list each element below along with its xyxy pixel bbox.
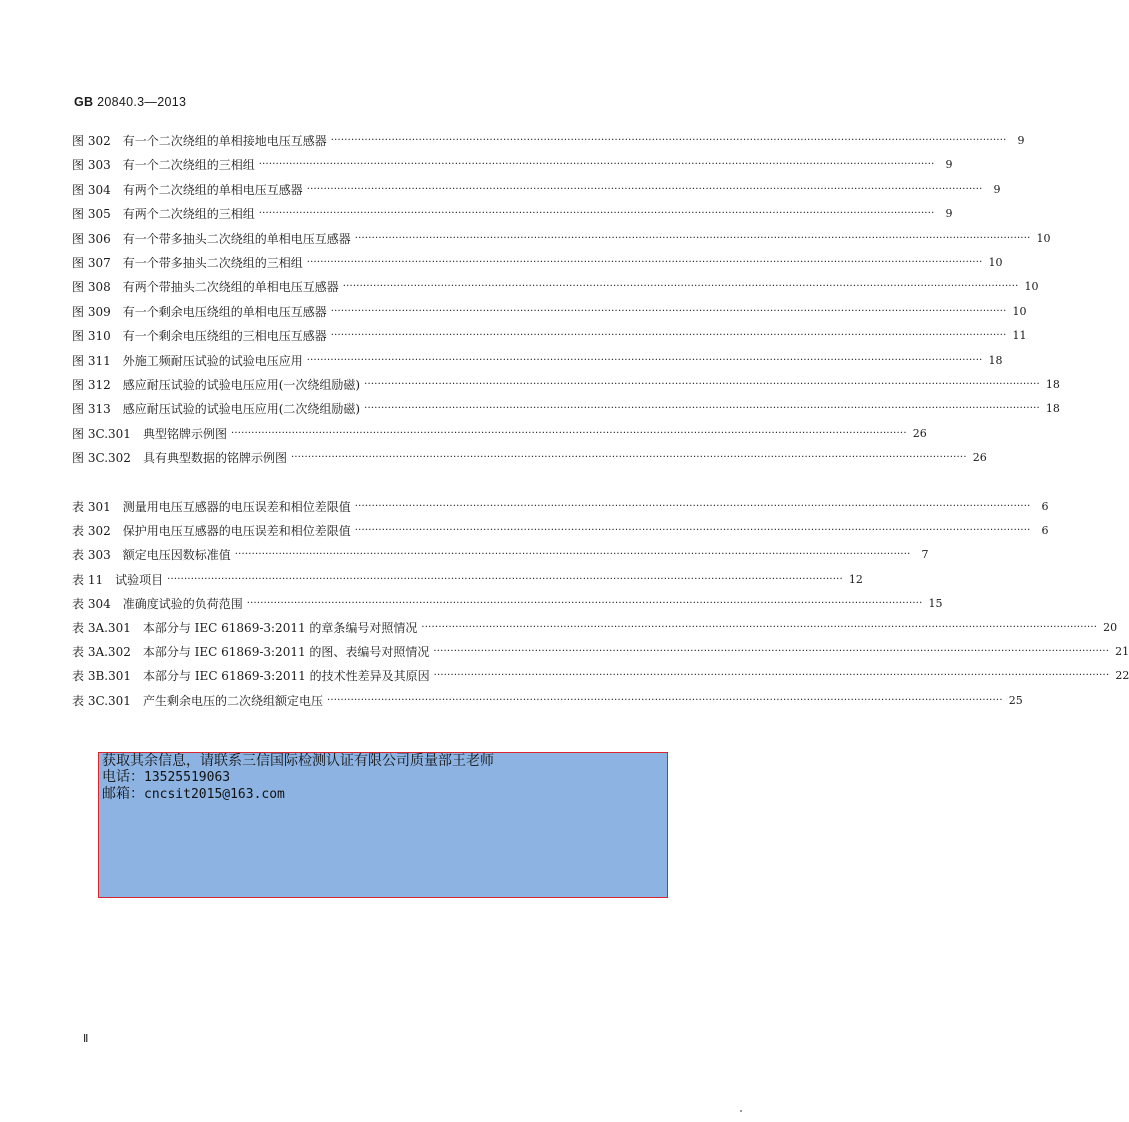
entry-prefix: 表 304 xyxy=(72,596,111,611)
entry-page: 6 xyxy=(1041,500,1049,513)
entry-title: 试验项目 xyxy=(115,572,164,587)
leader-dots: ········································································································································································································ xyxy=(342,281,1019,293)
leader-dots: ········································································································································································································ xyxy=(364,379,1040,390)
leader-dots: ········································································································································································································ xyxy=(306,257,983,268)
entry-label xyxy=(72,694,323,708)
notice-text: 获取其余信息，请联系三信国际检测认证有限公司质量部王老师 xyxy=(102,753,494,769)
entry-prefix: 图 304 xyxy=(72,182,111,197)
contact-notice-box xyxy=(98,752,668,898)
standard-code: GB xyxy=(74,95,94,109)
entry-title: 有一个剩余电压绕组的三相电压互感器 xyxy=(122,329,327,344)
leader-dots: ········································································································································································································ xyxy=(433,670,1110,682)
entry-label xyxy=(72,451,287,465)
entry-title: 产生剩余电压的二次绕组额定电压 xyxy=(142,693,323,708)
figure-entry xyxy=(72,374,1060,392)
email-label: 邮箱： xyxy=(102,786,144,802)
phone-number: 13525519063 xyxy=(144,770,231,785)
entry-label xyxy=(72,354,303,368)
entry-label xyxy=(72,427,227,441)
entry-title: 有一个带多抽头二次绕组的单相电压互感器 xyxy=(122,231,351,246)
entry-title: 外施工频耐压试验的试验电压应用 xyxy=(122,353,303,368)
entry-prefix: 表 302 xyxy=(72,524,111,539)
leader-dots: ········································································································································································································ xyxy=(354,501,1031,512)
entry-title: 保护用电压互感器的电压误差和相位差限值 xyxy=(122,524,351,539)
entry-title: 本部分与 IEC 61869-3:2011 的图、表编号对照情况 xyxy=(142,645,430,660)
entry-title: 本部分与 IEC 61869-3:2011 的章条编号对照情况 xyxy=(142,621,418,635)
leader-dots: ········································································································································································································ xyxy=(258,159,935,171)
entry-title: 有一个二次绕组的单相接地电压互感器 xyxy=(122,134,327,148)
entry-page: 10 xyxy=(1036,231,1051,245)
entry-title: 具有典型数据的铭牌示例图 xyxy=(142,451,287,466)
entry-label xyxy=(72,597,243,611)
entry-label xyxy=(72,280,339,294)
entry-prefix: 图 311 xyxy=(72,353,111,368)
entry-label xyxy=(72,329,327,343)
entry-page: 18 xyxy=(1045,402,1060,416)
entry-page: 21 xyxy=(1115,645,1129,659)
entry-title: 有一个带多抽头二次绕组的三相组 xyxy=(122,256,303,270)
table-entry xyxy=(72,520,1049,539)
table-entry xyxy=(72,665,1129,684)
entry-label xyxy=(72,645,429,659)
figure-entry xyxy=(72,301,1027,319)
leader-dots: ········································································································································································································ xyxy=(330,305,1007,317)
entry-title: 有两个二次绕组的单相电压互感器 xyxy=(122,182,303,197)
email-address: cncsit2015@163.com xyxy=(144,787,285,802)
entry-prefix: 图 309 xyxy=(72,304,111,319)
leader-dots: ········································································································································································································ xyxy=(421,622,1098,633)
entry-title: 本部分与 IEC 61869-3:2011 的技术性差异及其原因 xyxy=(143,669,430,684)
leader-dots: ········································································································································································································ xyxy=(354,232,1031,244)
entry-title: 额定电压因数标准值 xyxy=(122,548,231,563)
entry-page: 18 xyxy=(988,353,1003,367)
standard-number: 20840.3—2013 xyxy=(97,95,187,109)
entry-page: 9 xyxy=(1017,134,1025,147)
figure-entry xyxy=(72,228,1051,246)
leader-dots: ········································································································································································································ xyxy=(246,597,923,609)
figure-entry xyxy=(72,276,1039,295)
scan-speck xyxy=(740,1110,742,1112)
table-entry xyxy=(72,641,1129,660)
figure-entry xyxy=(72,398,1060,417)
table-entry xyxy=(72,690,1023,708)
entry-label xyxy=(72,256,303,270)
entry-label xyxy=(72,621,417,635)
entry-label xyxy=(72,669,430,683)
leader-dots: ········································································································································································································ xyxy=(306,354,983,366)
entry-title: 典型铭牌示例图 xyxy=(142,426,227,441)
table-entry xyxy=(72,593,943,611)
page-number: Ⅱ xyxy=(83,1033,89,1045)
entry-label xyxy=(72,402,360,416)
table-entry xyxy=(72,496,1049,514)
entry-label xyxy=(72,500,351,514)
entry-page: 25 xyxy=(1008,693,1023,707)
entry-prefix: 图 303 xyxy=(72,158,111,173)
table-entry xyxy=(72,569,863,587)
entry-page: 26 xyxy=(912,426,927,440)
entry-page: 20 xyxy=(1103,621,1118,634)
entry-label xyxy=(72,158,255,172)
leader-dots: ········································································································································································································ xyxy=(364,403,1040,415)
entry-label xyxy=(72,548,231,562)
entry-title: 有两个带抽头二次绕组的单相电压互感器 xyxy=(122,280,339,295)
entry-prefix: 表 303 xyxy=(72,548,111,563)
entry-page: 10 xyxy=(988,256,1003,269)
leader-dots: ········································································································································································································ xyxy=(167,573,843,585)
entry-title: 有一个二次绕组的三相组 xyxy=(122,158,255,173)
entry-prefix: 图 312 xyxy=(72,378,111,392)
notice-email-line xyxy=(102,786,667,803)
table-entry xyxy=(72,617,1118,635)
figure-entry xyxy=(72,179,1001,197)
entry-prefix: 表 11 xyxy=(72,572,104,587)
entry-page: 10 xyxy=(1024,280,1039,294)
entry-page: 18 xyxy=(1045,378,1060,391)
entry-prefix: 图 308 xyxy=(72,280,111,295)
figure-entry xyxy=(72,154,953,173)
entry-label xyxy=(72,378,360,392)
leader-dots: ········································································································································································································ xyxy=(326,694,1003,706)
entry-label xyxy=(72,305,327,319)
entry-page: 6 xyxy=(1041,524,1049,538)
entry-page: 9 xyxy=(945,207,953,221)
notice-phone-line xyxy=(102,769,667,786)
entry-page: 10 xyxy=(1012,304,1027,318)
entry-label xyxy=(72,183,303,197)
leader-dots: ········································································································································································································ xyxy=(330,330,1007,342)
figure-entry xyxy=(72,203,953,222)
entry-title: 有一个剩余电压绕组的单相电压互感器 xyxy=(122,304,327,319)
entry-prefix: 图 306 xyxy=(72,231,111,246)
entry-title: 有两个二次绕组的三相组 xyxy=(122,207,255,222)
entry-page: 9 xyxy=(945,158,953,172)
entry-page: 9 xyxy=(993,182,1001,196)
entry-prefix: 图 310 xyxy=(72,329,111,344)
entry-prefix: 图 3C.302 xyxy=(72,451,131,466)
entry-page: 7 xyxy=(921,548,929,562)
entry-prefix: 图 3C.301 xyxy=(72,426,131,441)
entry-title: 准确度试验的负荷范围 xyxy=(122,596,243,611)
phone-label: 电话： xyxy=(102,769,144,785)
entry-label xyxy=(72,573,163,587)
leader-dots: ········································································································································································································ xyxy=(354,525,1031,537)
entry-page: 11 xyxy=(1012,329,1027,343)
leader-dots: ········································································································································································································ xyxy=(234,549,911,561)
entry-page: 12 xyxy=(848,572,863,586)
entry-prefix: 图 305 xyxy=(72,207,111,222)
figure-entry xyxy=(72,130,1025,148)
entry-page: 26 xyxy=(972,451,987,465)
leader-dots: ········································································································································································································ xyxy=(258,208,935,220)
leader-dots: ········································································································································································································ xyxy=(306,183,983,195)
entry-label xyxy=(72,207,255,221)
leader-dots: ········································································································································································································ xyxy=(433,646,1110,658)
entry-title: 感应耐压试验的试验电压应用(一次绕组励磁) xyxy=(122,378,361,392)
document-header xyxy=(74,95,186,109)
entry-label xyxy=(72,232,351,246)
entry-prefix: 图 313 xyxy=(72,402,111,417)
entry-title: 测量用电压互感器的电压误差和相位差限值 xyxy=(122,500,351,514)
entry-prefix: 表 301 xyxy=(72,500,111,514)
entry-page: 22 xyxy=(1115,669,1129,683)
figure-entry xyxy=(72,423,927,441)
leader-dots: ········································································································································································································ xyxy=(330,135,1007,146)
leader-dots: ········································································································································································································ xyxy=(230,427,907,439)
figure-entry xyxy=(72,325,1027,344)
table-entry xyxy=(72,544,929,563)
figure-entry xyxy=(72,350,1003,368)
entry-title: 感应耐压试验的试验电压应用(二次绕组励磁) xyxy=(122,402,361,417)
entry-label xyxy=(72,134,327,148)
entry-prefix: 图 307 xyxy=(72,256,111,270)
entry-prefix: 表 3B.301 xyxy=(72,669,131,684)
entry-prefix: 图 302 xyxy=(72,134,111,148)
entry-prefix: 表 3A.301 xyxy=(72,621,131,635)
entry-label xyxy=(72,524,351,538)
leader-dots: ········································································································································································································ xyxy=(290,452,967,464)
figure-entry xyxy=(72,252,1003,270)
figure-entry xyxy=(72,447,987,466)
entry-page: 15 xyxy=(928,596,943,610)
entry-prefix: 表 3C.301 xyxy=(72,693,131,708)
entry-prefix: 表 3A.302 xyxy=(72,645,131,660)
